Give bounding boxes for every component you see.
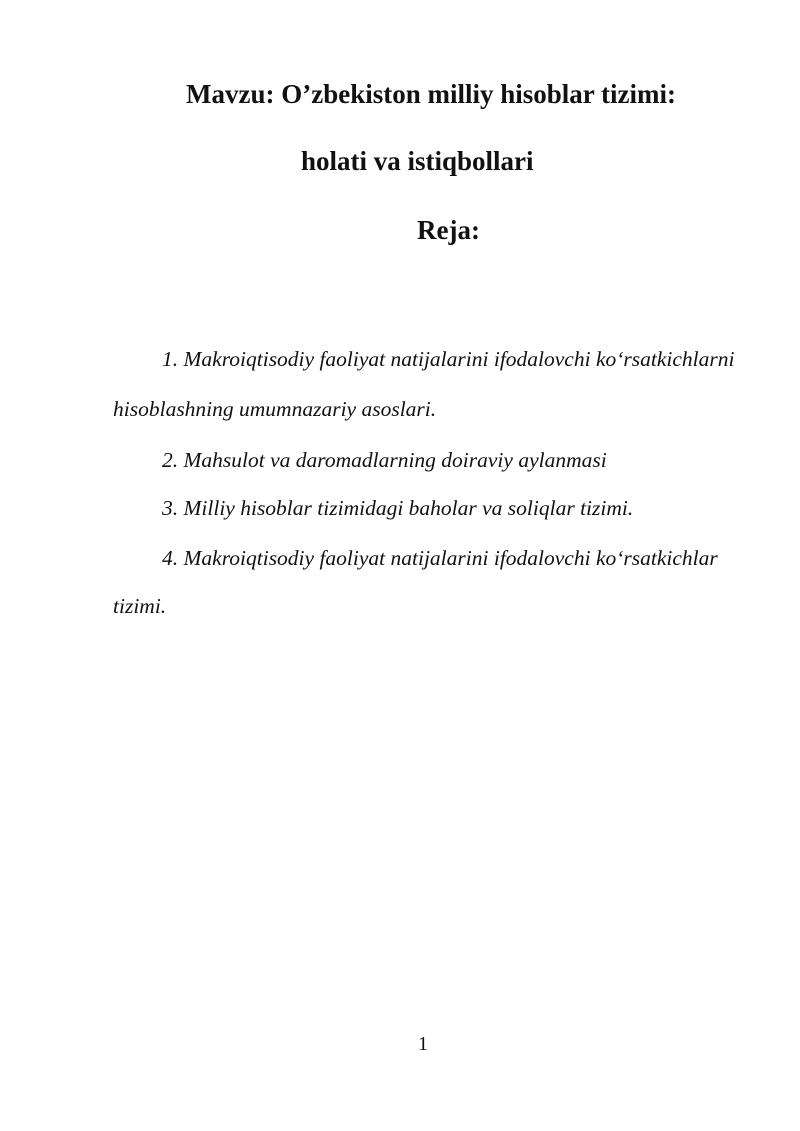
document-title-line-1: Mavzu: O’zbekiston milliy hisoblar tizimi:	[186, 79, 676, 109]
plan-item-1-line-1: 1. Makroiqtisodiy faoliyat natijalarini ifodalovchi ko‘rsatkichlarni	[162, 347, 735, 371]
plan-item-4-line-2: tizimi.	[113, 594, 167, 618]
plan-item-2: 2. Mahsulot va daromadlarning doiraviy aylanmasi	[162, 448, 607, 472]
page-number: 1	[418, 1033, 428, 1055]
document-title-line-2: holati va istiqbollari	[301, 146, 534, 176]
plan-heading: Reja:	[417, 215, 480, 245]
plan-item-1-line-2: hisoblashning umumnazariy asoslari.	[113, 397, 437, 421]
plan-item-3: 3. Milliy hisoblar tizimidagi baholar va soliqlar tizimi.	[162, 496, 634, 520]
plan-item-4-line-1: 4. Makroiqtisodiy faoliyat natijalarini ifodalovchi ko‘rsatkichlar	[162, 546, 718, 570]
